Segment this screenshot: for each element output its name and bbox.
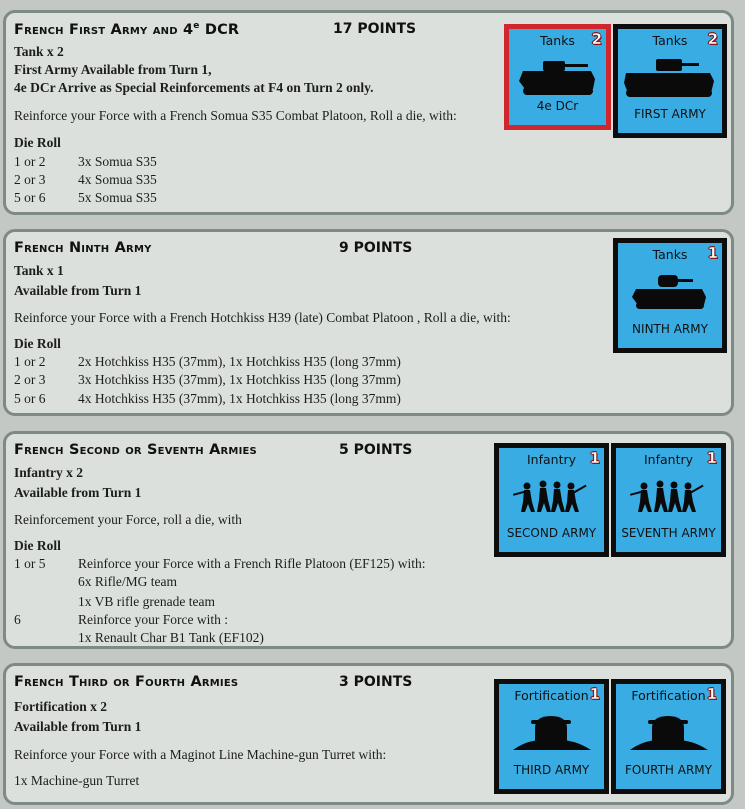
roll-value: 6 <box>14 612 21 627</box>
availability-line: First Army Available from Turn 1, <box>14 62 212 77</box>
roll-value: 1 or 5 <box>14 556 46 571</box>
die-roll-label: Die Roll <box>14 336 61 351</box>
roll-value: 2 or 3 <box>14 172 46 187</box>
die-roll-label: Die Roll <box>14 538 61 553</box>
roll-result: Reinforce your Force with : <box>78 612 228 627</box>
counter-number: 2 <box>707 30 718 48</box>
result-line: 1x Machine-gun Turret <box>14 773 140 788</box>
counter-first-army <box>613 24 727 138</box>
roll-result: 2x Hotchkiss H35 (37mm), 1x Hotchkiss H35 (long 37mm) <box>78 354 401 369</box>
counter-third-army <box>494 679 609 794</box>
counter-4e-dcr <box>504 24 611 130</box>
availability-line: Available from Turn 1 <box>14 485 142 500</box>
counter-name: 4e DCr <box>536 99 579 113</box>
roll-value: 1 or 2 <box>14 354 46 369</box>
tank-icon <box>618 53 722 103</box>
roll-result: Reinforce your Force with a French Rifle Platoon (EF125) with: <box>78 556 426 571</box>
roll-result: 5x Somua S35 <box>78 190 157 205</box>
special-line: 4e DCr Arrive as Special Reinforcements at F4 on Turn 2 only. <box>14 80 374 95</box>
counter-number: 1 <box>589 685 600 703</box>
counter-type: Fortification <box>631 688 706 703</box>
unit-line: Infantry x 2 <box>14 465 84 480</box>
counter-type: Fortification <box>514 688 589 703</box>
instruction: Reinforcement your Force, roll a die, with <box>14 512 242 527</box>
counter-ninth-army <box>613 238 727 353</box>
counter-number: 1 <box>706 685 717 703</box>
points-label: 17 POINTS <box>333 21 417 37</box>
instruction: Reinforce your Force with a French Somua S35 Combat Platoon, Roll a die, with: <box>14 108 457 123</box>
counter-second-army <box>494 443 609 557</box>
counter-number: 1 <box>589 449 600 467</box>
counter-type: Tanks <box>540 33 575 48</box>
roll-result: 4x Hotchkiss H35 (37mm), 1x Hotchkiss H35 (long 37mm) <box>78 391 401 406</box>
counter-type: Infantry <box>526 452 577 467</box>
infantry-icon <box>499 472 604 522</box>
section-third-fourth-armies <box>3 663 734 805</box>
tank-icon <box>618 267 722 317</box>
counter-number: 2 <box>591 30 602 48</box>
roll-value: 5 or 6 <box>14 190 46 205</box>
counter-name: SECOND ARMY <box>506 526 597 540</box>
points-label: 5 POINTS <box>339 442 413 458</box>
counter-name: THIRD ARMY <box>513 763 590 777</box>
section-title: French Second or Seventh Armies <box>14 442 257 458</box>
counter-name: NINTH ARMY <box>632 322 708 336</box>
section-first-army <box>3 10 734 215</box>
roll-value: 5 or 6 <box>14 391 46 406</box>
roll-result: 4x Somua S35 <box>78 172 157 187</box>
section-title: French First Army and 4e DCR <box>14 21 240 38</box>
counter-name: SEVENTH ARMY <box>621 526 716 540</box>
roll-result: 3x Somua S35 <box>78 154 157 169</box>
section-title: French Ninth Army <box>14 240 152 256</box>
counter-number: 1 <box>707 244 718 262</box>
section-title: French Third or Fourth Armies <box>14 674 239 690</box>
counter-fourth-army <box>611 679 726 794</box>
counter-type: Infantry <box>643 452 694 467</box>
die-roll-label: Die Roll <box>14 135 61 150</box>
roll-result-detail: 1x Renault Char B1 Tank (EF102) <box>78 630 264 645</box>
instruction: Reinforce your Force with a Maginot Line Machine-gun Turret with: <box>14 747 387 762</box>
unit-line: Tank x 2 <box>14 44 64 59</box>
roll-result: 3x Hotchkiss H35 (37mm), 1x Hotchkiss H35 (long 37mm) <box>78 372 401 387</box>
turret-icon <box>499 708 604 758</box>
section-ninth-army <box>3 229 734 416</box>
counter-type: Tanks <box>652 247 688 262</box>
tank-icon <box>509 53 606 103</box>
roll-value: 2 or 3 <box>14 372 46 387</box>
availability-line: Available from Turn 1 <box>14 719 142 734</box>
availability-line: Available from Turn 1 <box>14 283 142 298</box>
roll-result-detail: 6x Rifle/MG team <box>78 574 177 589</box>
unit-line: Fortification x 2 <box>14 699 107 714</box>
counter-name: FIRST ARMY <box>634 107 706 121</box>
unit-line: Tank x 1 <box>14 263 64 278</box>
counter-number: 1 <box>706 449 717 467</box>
roll-result-detail: 1x VB rifle grenade team <box>78 594 215 609</box>
turret-icon <box>616 708 721 758</box>
counter-name: FOURTH ARMY <box>625 763 712 777</box>
counter-seventh-army <box>611 443 726 557</box>
roll-value: 1 or 2 <box>14 154 46 169</box>
counter-type: Tanks <box>652 33 688 48</box>
section-second-seventh-armies <box>3 431 734 649</box>
points-label: 9 POINTS <box>339 240 413 256</box>
instruction: Reinforce your Force with a French Hotchkiss H39 (late) Combat Platoon , Roll a die, with: <box>14 310 511 325</box>
infantry-icon <box>616 472 721 522</box>
points-label: 3 POINTS <box>339 674 413 690</box>
